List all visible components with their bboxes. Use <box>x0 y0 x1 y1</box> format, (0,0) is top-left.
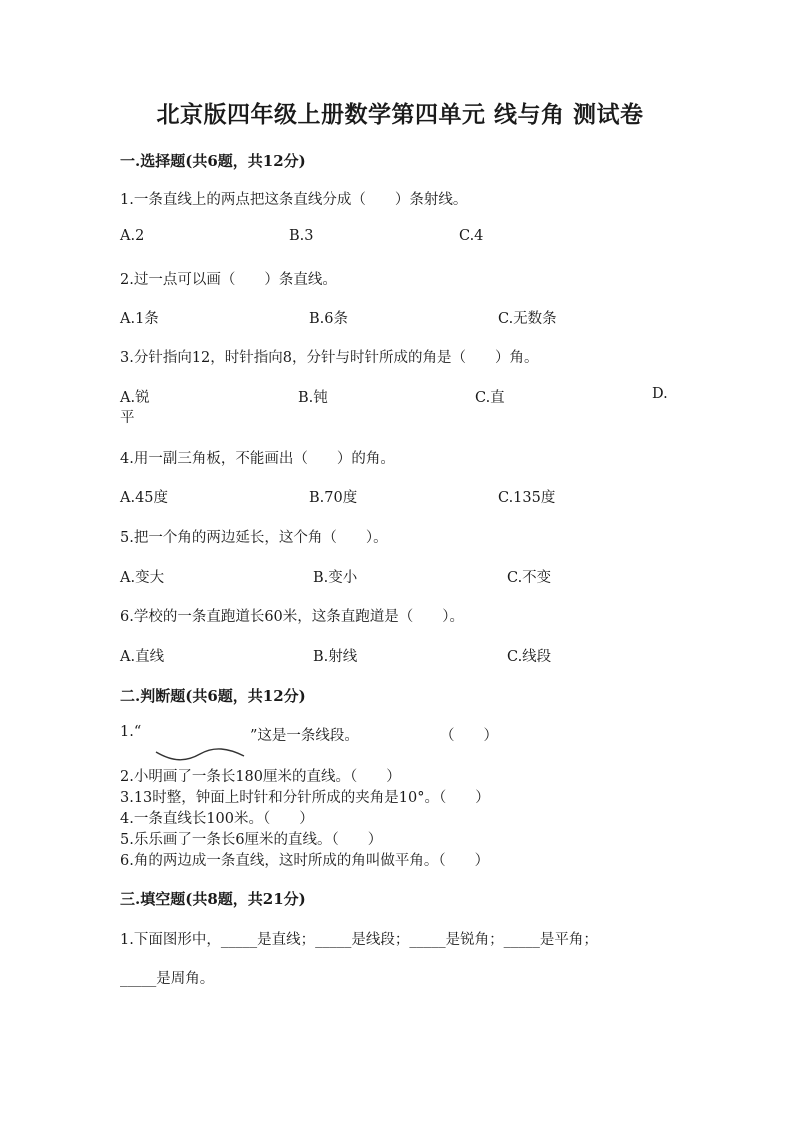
judge-4: 4.一条直线长100米。（ ） <box>120 811 314 827</box>
option-6c: C.线段 <box>507 649 552 665</box>
option-2c: C.无数条 <box>498 311 557 327</box>
option-3b: B.钝 <box>298 390 328 406</box>
option-1a: A.2 <box>120 228 145 244</box>
judge-1-suffix: ”这是一条线段。 <box>250 728 359 744</box>
option-5b: B.变小 <box>313 570 358 586</box>
option-4b: B.70度 <box>309 490 358 506</box>
option-2a: A.1条 <box>120 311 159 327</box>
option-3c: C.直 <box>475 390 505 406</box>
option-3d: D. <box>652 386 668 402</box>
option-5a: A.变大 <box>120 570 165 586</box>
judge-2: 2.小明画了一条长180厘米的直线。（ ） <box>120 769 401 785</box>
judge-1-prefix: 1.“ <box>120 724 142 740</box>
judge-1-paren: （ ） <box>440 728 498 744</box>
option-5c: C.不变 <box>507 570 552 586</box>
option-2b: B.6条 <box>309 311 348 327</box>
section-heading-choice: 一.选择题(共6题，共12分) <box>120 152 306 170</box>
page-title: 北京版四年级上册数学第四单元 线与角 测试卷 <box>156 101 644 128</box>
question-5: 5.把一个角的两边延长，这个角（ ）。 <box>120 530 388 546</box>
judge-6: 6.角的两边成一条直线，这时所成的角叫做平角。（ ） <box>120 853 490 869</box>
question-2: 2.过一点可以画（ ）条直线。 <box>120 272 337 288</box>
fill-1-line1: 1.下面图形中，_____是直线；_____是线段；_____是锐角；_____是平角； <box>120 932 598 948</box>
judge-3: 3.13时整，钟面上时针和分针所成的夹角是10°。（ ） <box>120 790 490 806</box>
option-1c: C.4 <box>459 228 484 244</box>
section-heading-judge: 二.判断题(共6题，共12分) <box>120 687 306 705</box>
question-1: 1.一条直线上的两点把这条直线分成（ ）条射线。 <box>120 192 468 208</box>
option-4a: A.45度 <box>120 490 169 506</box>
question-4: 4.用一副三角板，不能画出（ ）的角。 <box>120 451 395 467</box>
option-3d-wrap: 平 <box>120 410 135 426</box>
fill-1-line2: _____是周角。 <box>120 971 215 987</box>
wavy-line-figure <box>148 740 248 764</box>
option-4c: C.135度 <box>498 490 556 506</box>
question-3: 3.分针指向12，时针指向8，分针与时针所成的角是（ ）角。 <box>120 350 539 366</box>
wavy-line-icon <box>148 740 248 764</box>
option-3a: A.锐 <box>120 390 150 406</box>
section-heading-fill: 三.填空题(共8题，共21分) <box>120 890 306 908</box>
question-6: 6.学校的一条直跑道长60米，这条直跑道是（ ）。 <box>120 609 465 625</box>
option-6b: B.射线 <box>313 649 358 665</box>
option-6a: A.直线 <box>120 649 165 665</box>
option-1b: B.3 <box>289 228 314 244</box>
judge-5: 5.乐乐画了一条长6厘米的直线。（ ） <box>120 832 383 848</box>
